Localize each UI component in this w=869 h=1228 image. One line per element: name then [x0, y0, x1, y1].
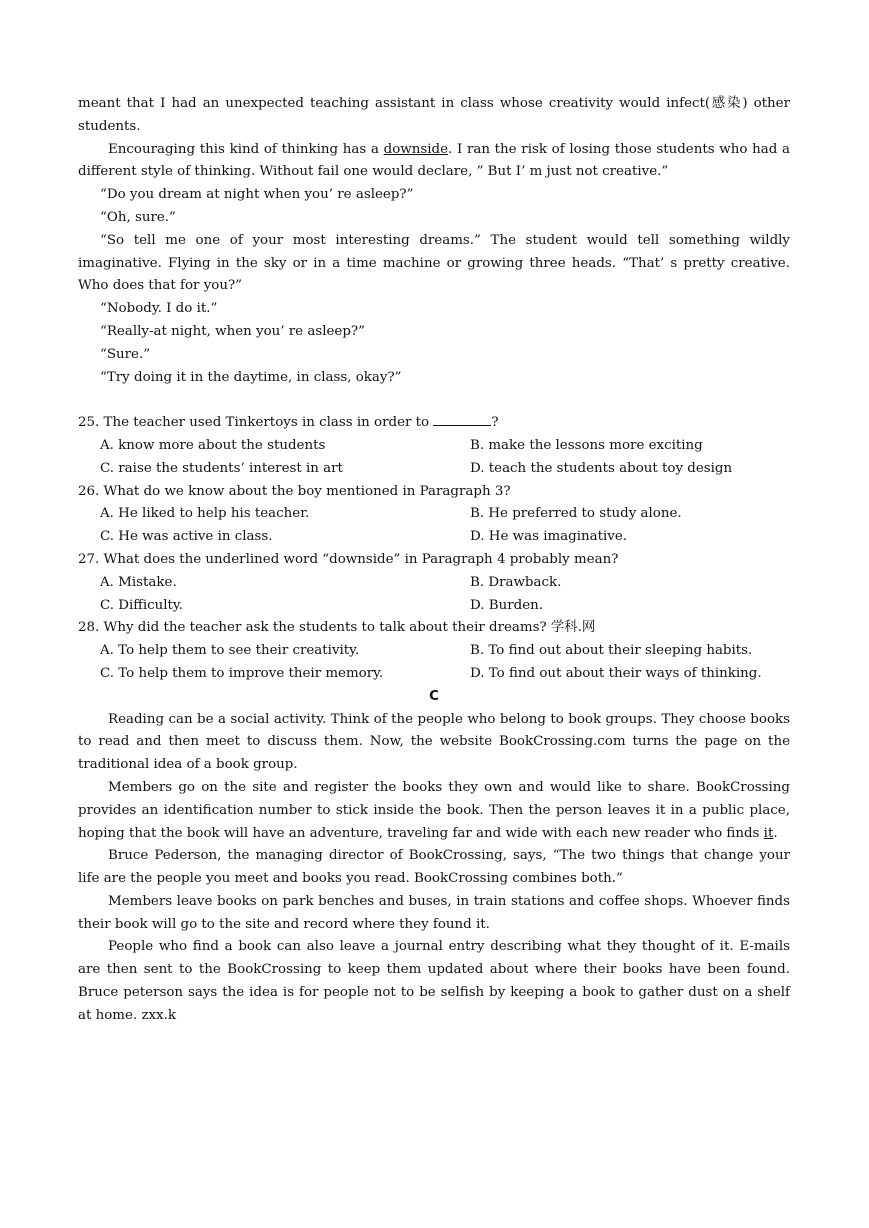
- text-span: Encouraging this kind of thinking has a: [108, 141, 384, 157]
- passage-c-paragraph-4: Members leave books on park benches and buses, in train stations and coffee shops. Whoever finds their book will go to the site and record where they found it.: [78, 893, 790, 932]
- spacer: [78, 389, 790, 412]
- dialogue-line: “So tell me one of your most interesting dreams.” The student would tell something wildly imaginative. Flying in the sky or in a time machine or growing three heads. “That’ s pretty creative. Who does that for you?”: [78, 232, 790, 294]
- option-d: D. To find out about their ways of thinking.: [470, 665, 762, 681]
- text-span: ?: [491, 415, 499, 431]
- question-28-options: [78, 640, 790, 686]
- question-25-stem: [78, 412, 790, 435]
- question-28-stem: 28. Why did the teacher ask the students to talk about their dreams? 学科.网: [78, 620, 596, 636]
- answer-blank: [433, 413, 491, 426]
- passage-b-paragraph-4: [78, 139, 790, 185]
- text-span: 25. The teacher used Tinkertoys in class in order to: [78, 415, 434, 431]
- option-b: B. Drawback.: [470, 574, 562, 590]
- option-c: C. He was active in class.: [100, 529, 273, 545]
- option-a: A. Mistake.: [100, 574, 177, 590]
- passage-c-paragraph-5: People who find a book can also leave a journal entry describing what they thought of it. E-mails are then sent to the BookCrossing to keep them updated about where their books have been found. Bruce peterson says the idea is for people not to be selfish by keeping a book to gather dust on a shelf at home. zxx.k: [78, 939, 790, 1023]
- text-span: .: [773, 825, 778, 841]
- option-c: C. raise the students’ interest in art: [100, 460, 343, 476]
- question-25-options: [78, 435, 790, 481]
- option-b: B. make the lessons more exciting: [470, 437, 703, 453]
- dialogue-line: “Oh, sure.”: [100, 209, 176, 225]
- option-b: B. He preferred to study alone.: [470, 506, 682, 522]
- text-span: Members go on the site and register the books they own and would like to share. BookCrossing provides an identification number to stick inside the book. Then the person leaves it in a public place, hoping that the book will have an adventure, traveling far and wide with each new reader who finds: [78, 779, 790, 841]
- passage-c-paragraph-2: [78, 777, 790, 845]
- question-27-options: [78, 572, 790, 618]
- passage-b-paragraph-continued: meant that I had an unexpected teaching assistant in class whose creativity would infect(感染) other students.: [78, 96, 790, 134]
- dialogue-line: “Do you dream at night when you’ re asleep?”: [100, 187, 414, 203]
- passage-c-paragraph-1: Reading can be a social activity. Think of the people who belong to book groups. They choose books to read and then meet to discuss them. Now, the website BookCrossing.com turns the page on the traditional idea of a book group.: [78, 711, 790, 773]
- option-c: C. To help them to improve their memory.: [100, 665, 384, 681]
- section-heading: C: [429, 688, 439, 704]
- question-26-stem: 26. What do we know about the boy mentioned in Paragraph 3?: [78, 483, 511, 499]
- document-page: [78, 93, 790, 1028]
- passage-c-paragraph-3: Bruce Pederson, the managing director of BookCrossing, says, “The two things that change your life are the people you meet and books you read. BookCrossing combines both.”: [78, 848, 790, 887]
- option-d: D. Burden.: [470, 597, 544, 613]
- underlined-word-it: it: [763, 825, 774, 841]
- dialogue-line: “Nobody. I do it.”: [100, 301, 218, 317]
- underlined-word-downside: downside: [383, 141, 449, 157]
- question-27-stem: 27. What does the underlined word “downside” in Paragraph 4 probably mean?: [78, 551, 619, 567]
- dialogue-line: “Really-at night, when you’ re asleep?”: [100, 323, 365, 339]
- option-a: A. He liked to help his teacher.: [100, 506, 310, 522]
- option-b: B. To find out about their sleeping habits.: [470, 643, 753, 659]
- dialogue-line: “Sure.”: [100, 346, 151, 362]
- option-d: D. He was imaginative.: [470, 529, 628, 545]
- option-c: C. Difficulty.: [100, 597, 183, 613]
- question-26-options: [78, 503, 790, 549]
- option-d: D. teach the students about toy design: [470, 460, 733, 476]
- option-a: A. To help them to see their creativity.: [100, 643, 360, 659]
- dialogue-line: “Try doing it in the daytime, in class, okay?”: [100, 369, 402, 385]
- option-a: A. know more about the students: [100, 437, 326, 453]
- text-span: . I ran the risk of losing those students who had a different style of thinking. Without fail one would declare, ” But I’ m just not creative.”: [78, 141, 790, 180]
